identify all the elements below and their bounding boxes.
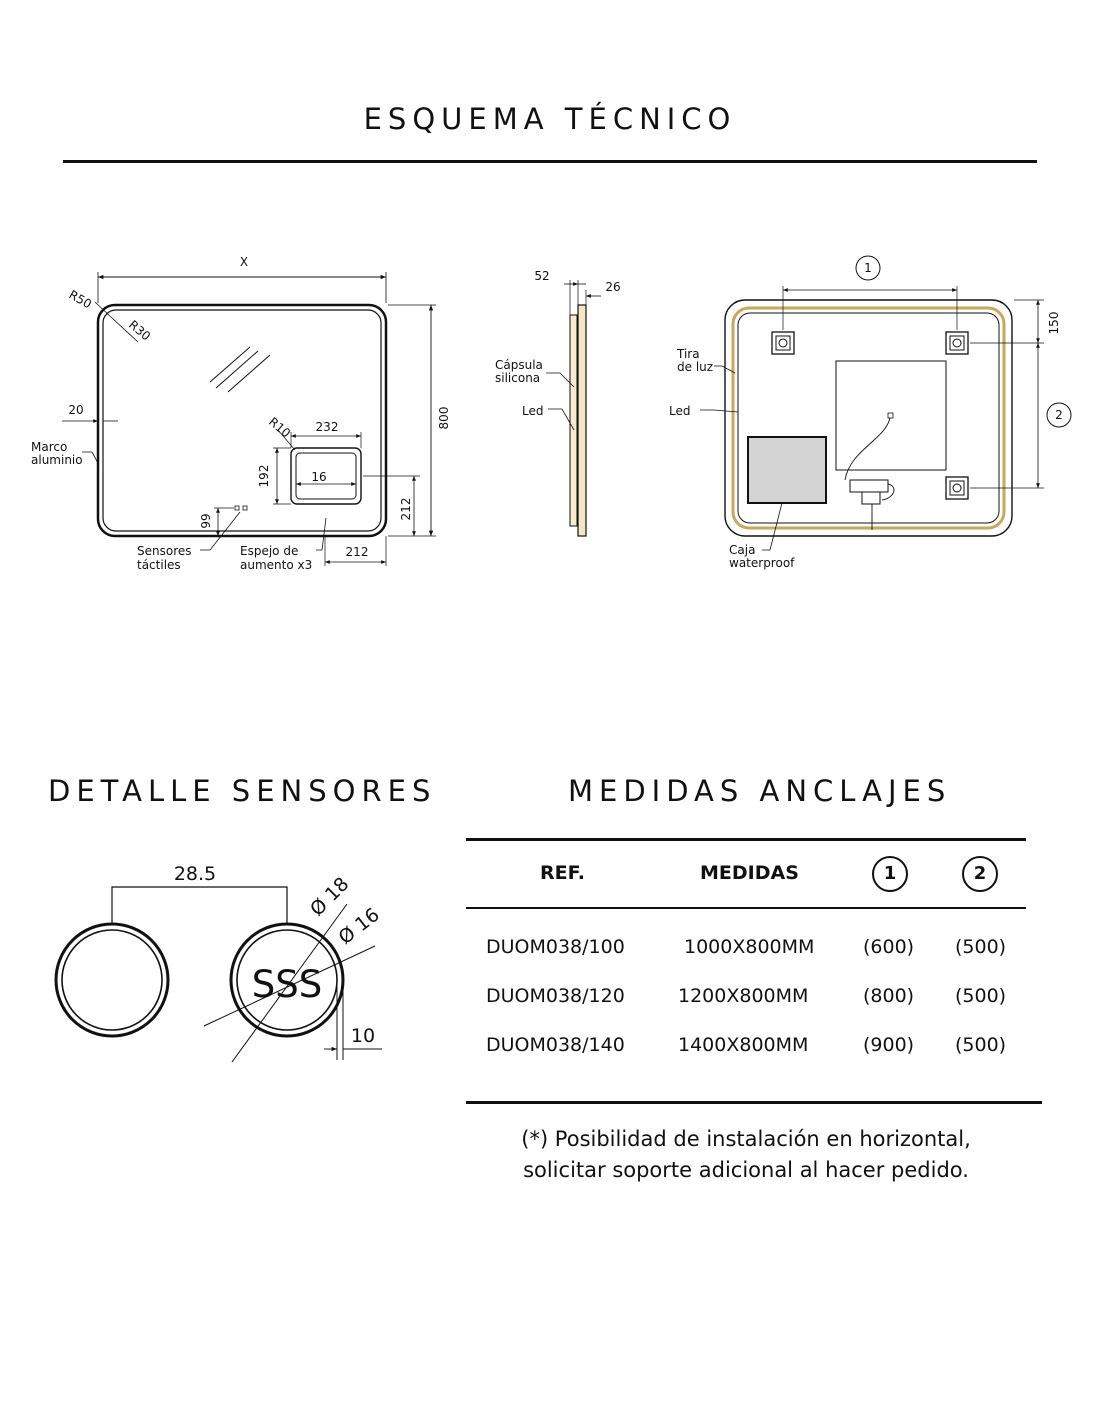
marker-1: 1: [864, 261, 872, 275]
spacing-label: 28.5: [173, 863, 217, 885]
table-row: [466, 1034, 1042, 1064]
sensor-detail-title: DETALLE SENSORES: [48, 774, 437, 808]
anchors-title: MEDIDAS ANCLAJES: [568, 774, 952, 808]
ring-width-label: 10: [350, 1025, 376, 1047]
side-view-labels: [495, 269, 621, 418]
mirror-inner-frame: [103, 310, 381, 531]
table-row: [466, 985, 1042, 1015]
side-glass: [578, 305, 586, 536]
frame-label-2: aluminio: [31, 453, 83, 467]
front-view-labels: [31, 255, 451, 572]
height-label: 800: [437, 406, 451, 430]
strip-label-1: Tira: [677, 347, 700, 361]
table-bottom-rule: [466, 1101, 1042, 1104]
outer-diameter-label: Ø 18: [305, 873, 354, 921]
row-size: 1200X800MM: [678, 985, 809, 1007]
frame-label-1: Marco: [31, 440, 68, 454]
width-label: X: [239, 255, 249, 269]
sensor-detail: [56, 887, 382, 1062]
row-col2: (500): [955, 985, 1007, 1007]
row-size: 1000X800MM: [684, 936, 815, 958]
magnifier-width-label: 232: [315, 420, 339, 434]
inner-diameter-label: Ø 16: [334, 903, 384, 949]
marker-2: 2: [1055, 408, 1063, 422]
side-view: [546, 280, 601, 536]
sensors-label-1: Sensores: [137, 544, 192, 558]
magnifier-inner-label: 16: [311, 470, 327, 484]
row-ref: DUOM038/140: [486, 1034, 625, 1056]
back-view: [700, 256, 1071, 550]
back-led-label: Led: [669, 404, 691, 418]
sensors-label-2: táctiles: [137, 558, 181, 572]
capsule-label-1: Cápsula: [495, 358, 543, 372]
radius-outer-label: R50: [66, 287, 94, 312]
bracket-top-left: [772, 332, 794, 354]
installation-note: [466, 1124, 1026, 1186]
table-row: [466, 936, 1042, 966]
radius-inner-label: R30: [126, 317, 154, 344]
row-size: 1400X800MM: [678, 1034, 809, 1056]
row-col2: (500): [955, 936, 1007, 958]
row-col2: (500): [955, 1034, 1007, 1056]
table-top-rule: [466, 838, 1026, 841]
bracket-bottom-right: [946, 477, 968, 499]
top-offset-label: 150: [1047, 311, 1061, 335]
back-magnifier: [836, 361, 946, 470]
magnifier-label-1: Espejo de: [240, 544, 299, 558]
magnifier-bottom-label: 212: [399, 497, 413, 521]
box-label-1: Caja: [729, 543, 756, 557]
depth-total-label: 52: [534, 269, 550, 283]
row-col1: (800): [863, 985, 915, 1007]
note-line-1: (*) Posibilidad de instalación en horizontal,: [521, 1127, 971, 1151]
magnifier-height-label: 192: [257, 464, 271, 488]
magnifier-label-2: aumento x3: [240, 558, 313, 572]
sensor-offset-label: 99: [199, 513, 213, 529]
depth-front-label: 26: [605, 280, 621, 294]
capsule-label-2: silicona: [495, 371, 541, 385]
magnifier-radius-label: R10: [266, 414, 294, 441]
box-label-2: waterproof: [729, 556, 795, 570]
row-ref: DUOM038/120: [486, 985, 625, 1007]
waterproof-box: [748, 437, 826, 503]
note-line-2: solicitar soporte adicional al hacer pedido.: [523, 1158, 969, 1182]
header-ref: REF.: [540, 862, 586, 884]
table-header-rule: [466, 907, 1026, 909]
row-ref: DUOM038/100: [486, 936, 625, 958]
row-col1: (600): [863, 936, 915, 958]
strip-label-2: de luz: [677, 360, 714, 374]
bracket-top-right: [946, 332, 968, 354]
sensor-symbol: SSS: [251, 963, 323, 1006]
side-led-label: Led: [522, 404, 544, 418]
sensor-detail-labels: [174, 863, 384, 1047]
side-capsule: [570, 315, 577, 526]
header-col2: 2: [962, 856, 998, 892]
header-size: MEDIDAS: [700, 862, 799, 884]
page-title: ESQUEMA TÉCNICO: [363, 102, 737, 136]
header-col1: 1: [872, 856, 908, 892]
magnifier-right-label: 212: [345, 545, 369, 559]
frame-dim-label: 20: [68, 403, 84, 417]
front-view: [62, 272, 436, 566]
row-col1: (900): [863, 1034, 915, 1056]
